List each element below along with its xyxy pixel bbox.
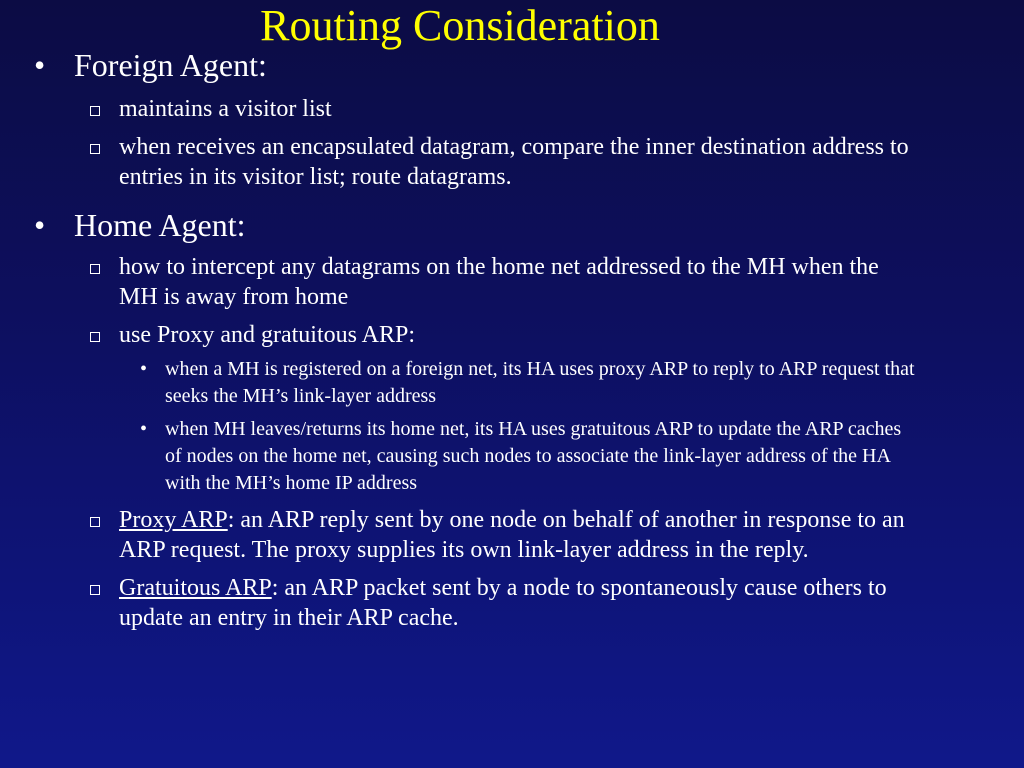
subbullet-visitor-list xyxy=(30,94,920,124)
square-bullet-icon xyxy=(90,106,100,116)
subbullet-proxy-gratuitous xyxy=(30,320,920,350)
slide-title: Routing Consideration xyxy=(260,1,660,50)
term-proxy-arp: Proxy ARP xyxy=(119,507,228,533)
square-bullet-icon xyxy=(90,332,100,342)
square-bullet-icon xyxy=(90,585,100,595)
subbullet-text: when receives an encapsulated datagram, compare the inner destination address to entries in its visitor list; route datagrams. xyxy=(119,134,909,190)
subsubbullet-gratuitous-arp-leaves xyxy=(30,416,920,497)
definition-text: : an ARP reply sent by one node on behalf of another in response to an ARP request. The proxy supplies its own link-layer address in the reply. xyxy=(119,507,905,563)
subsubbullet-text: when a MH is registered on a foreign net, its HA uses proxy ARP to reply to ARP request that seeks the MH’s link-layer address xyxy=(165,358,915,407)
definition-proxy-arp xyxy=(30,505,920,565)
definition-gratuitous-arp xyxy=(30,573,920,633)
subbullet-text: use Proxy and gratuitous ARP: xyxy=(119,322,416,348)
heading-home-agent: Home Agent: xyxy=(74,207,246,243)
square-bullet-icon xyxy=(90,264,100,274)
bullet-dot-icon: • xyxy=(140,358,148,380)
heading-foreign-agent: Foreign Agent: xyxy=(74,47,267,83)
bullet-home-agent xyxy=(30,206,920,244)
term-gratuitous-arp: Gratuitous ARP xyxy=(119,575,272,601)
subbullet-text: how to intercept any datagrams on the home net addressed to the MH when the MH is away from home xyxy=(119,254,879,310)
square-bullet-icon xyxy=(90,517,100,527)
bullet-dot-icon: • xyxy=(140,418,148,440)
bullet-foreign-agent xyxy=(30,46,920,84)
subbullet-intercept xyxy=(30,252,920,312)
subsubbullet-text: when MH leaves/returns its home net, its HA uses gratuitous ARP to update the ARP caches of nodes on the home net, causing such nodes to associate the link-layer address of the HA with the MH’s home IP address xyxy=(165,418,902,494)
subbullet-text: maintains a visitor list xyxy=(119,96,332,122)
slide-content xyxy=(30,46,920,633)
bullet-dot-icon: • xyxy=(34,207,46,243)
bullet-dot-icon: • xyxy=(34,47,46,83)
subbullet-encapsulated-datagram xyxy=(30,132,920,192)
definition-text: : an ARP packet sent by a node to spontaneously cause others to update an entry in their ARP cache. xyxy=(119,575,887,631)
subsubbullet-proxy-arp-registered xyxy=(30,356,920,410)
square-bullet-icon xyxy=(90,144,100,154)
